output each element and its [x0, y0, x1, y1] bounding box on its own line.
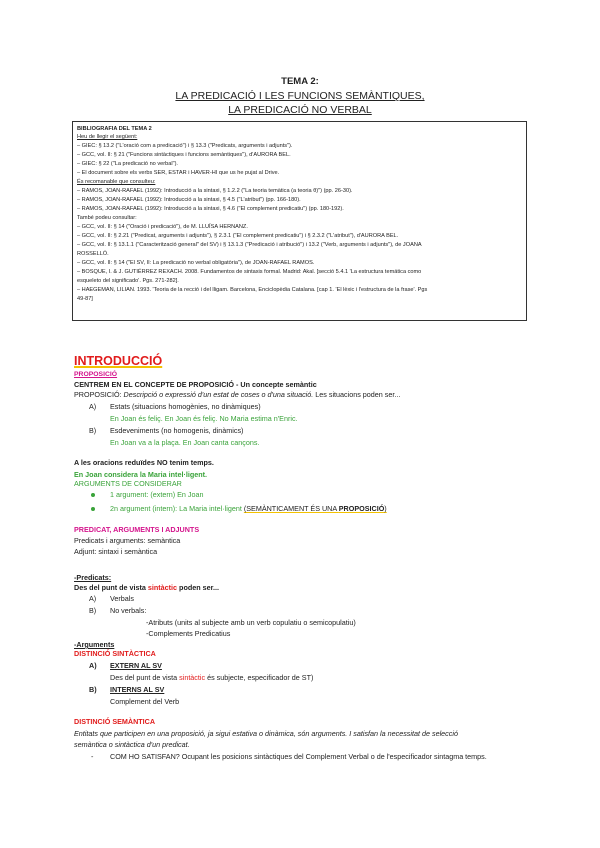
verbals-item: Verbals: [110, 594, 134, 603]
bibliography-item: – GCC, vol. II: § 21 ("Funcions sintàctiques i funcions semàntiques"), d'AURORA BEL.: [77, 152, 291, 158]
semantica-paragraph-line2: semàntica o sintàctica d'un predicat.: [74, 740, 190, 749]
adjunt-line: Adjunt: sintaxi i semàntica: [74, 547, 158, 556]
bibliography-item: – El document sobre els verbs SER, ESTAR i HAVER-HI que us he pujat al Drive.: [77, 170, 280, 176]
recommended-label: És recomanable que consulteu:: [77, 179, 156, 185]
esdeveniments-example: En Joan va a la plaça. En Joan canta cançons.: [110, 438, 260, 447]
proposicio-definition: PROPOSICIÓ: Descripció o expressió d'un estat de coses o d'una situació. Les situacions poden ser...: [74, 390, 401, 399]
esdeveniments-item: Esdeveniments (no homogenis, dinàmics): [110, 426, 244, 435]
arguments-considerar-label: ARGUMENTS DE CONSIDERAR: [74, 479, 182, 488]
bibliography-item: – GIEC: § 22 ("La predicació no verbal").: [77, 161, 178, 167]
semantica-paragraph-line1: Entitats que participen en una proposició, ja sigui estativa o dinàmica, són arguments. I satisfan la necessitat de selecció: [74, 729, 458, 738]
list-marker: B): [89, 426, 97, 435]
arguments-label: -Arguments: [74, 640, 115, 649]
must-read-label: Heu de llegir el següent:: [77, 134, 138, 140]
bibliography-item: – RAMOS, JOAN-RAFAEL (1992): Introducció a la sintaxi, § 4.6 ("El complement predicatiu") (pp. 180-192).: [77, 206, 344, 212]
argument-2: 2n argument (intern): La Maria intel·ligent (SEMÀNTICAMENT ÉS UNA PROPOSICIÓ): [110, 504, 387, 513]
bibliography-item: – RAMOS, JOAN-RAFAEL (1992): Introducció a la sintaxi, § 1.2.2 ("La teoria temàtica (a teoria θ)") (pp. 26-30).: [77, 188, 353, 194]
bibliography-item: – RAMOS, JOAN-RAFAEL (1992): Introducció a la sintaxi, § 4.5 ("L'atribut") (pp. 166-180).: [77, 197, 301, 203]
dash-bullet: -: [91, 752, 94, 761]
list-marker: A): [89, 594, 97, 603]
bibliography-item: ROSSELLÓ.: [77, 251, 109, 257]
bullet-icon: [91, 507, 95, 511]
proposicio-label: PROPOSICIÓ: [74, 371, 118, 378]
complements-predicatius-subitem: -Complements Predicatius: [146, 629, 231, 638]
bibliography-item: esqueleto del significado'. Pgs. 271-282].: [77, 278, 179, 284]
list-marker: B): [89, 685, 97, 694]
bibliography-box: [72, 121, 527, 321]
extern-sv-title: EXTERN AL SV: [110, 661, 162, 670]
bullet-icon: [91, 493, 95, 497]
joan-considera-example: En Joan considera la Maria intel·ligent.: [74, 470, 208, 479]
com-ho-satisfan-item: COM HO SATISFAN? Ocupant les posicions sintàctiques del Complement Verbal o de l'especificador sintagma temps.: [110, 752, 487, 761]
bibliography-item: – BOSQUE, I. & J. GUTIÉRREZ REXACH. 2008. Fundamentos de sintaxis formal. Madrid: Akal. [secció 5.4.1 'La estructura temática como: [77, 269, 422, 275]
intro-heading: INTRODUCCIÓ: [74, 354, 163, 368]
page-title: TEMA 2:: [281, 76, 319, 87]
estats-example: En Joan és feliç. En Joan és feliç. No Maria estima n'Enric.: [110, 414, 298, 423]
no-verbals-item: No verbals:: [110, 606, 147, 615]
list-marker: B): [89, 606, 97, 615]
predicats-label: -Predicats:: [74, 573, 112, 582]
bibliography-item: – GCC, vol. II: § 2.21 ("Predicat, arguments i adjunts"), § 2.3.1 ("El complement predicatiu") i § 2.3.2 ("L'atribut"), d'AURORA BEL.: [77, 233, 399, 239]
bibliography-item: – HAEGEMAN, LILIAN. 1993. 'Teoria de la recció i del lligam. Barcelona, Enciclopèdia Catalana. [cap 1. 'El lèxic i l'estructura de la frase'. Pgs: [77, 287, 428, 293]
distincio-sintactica-heading: DISTINCIÓ SINTÀCTICA: [74, 649, 156, 658]
bibliography-heading: BIBLIOGRAFIA DEL TEMA 2: [77, 126, 152, 132]
reduced-clauses-note: A les oracions reduïdes NO tenim temps.: [74, 458, 214, 467]
predicats-syntactic-line: Des del punt de vista sintàctic poden ser...: [74, 583, 220, 592]
estats-item: Estats (situacions homogènies, no dinàmiques): [110, 402, 261, 411]
atributs-subitem: -Atributs (units al subjecte amb un verb copulatiu o semicopulatiu): [146, 618, 356, 627]
predicat-heading: PREDICAT, ARGUMENTS I ADJUNTS: [74, 525, 200, 534]
list-marker: A): [89, 661, 97, 670]
bibliography-item: – GCC, vol. II: § 13.1.1 ("Caracterització general" del SV) i § 13.1.3 ("Predicació i atribució") i 13.2 ("Verb, arguments i adjunts"), de JOANA: [77, 242, 422, 248]
predicats-arguments-line: Predicats i arguments: semàntica: [74, 536, 181, 545]
bibliography-item: – GIEC: § 13.2 ("L'oració com a predicació") i § 13.3 ("Predicats, arguments i adjunts").: [77, 143, 293, 149]
bibliography-item: – GCC, vol. II: § 14 ("Oració i predicació"), de M. LLUÏSA HERNANZ.: [77, 224, 248, 230]
extern-sv-description: Des del punt de vista sintàctic és subjecte, especificador de ST): [110, 673, 314, 682]
page-subtitle-line2: LA PREDICACIÓ NO VERBAL: [228, 104, 372, 116]
bibliography-item: – GCC, vol. II: § 14 ("El SV, II: La predicació no verbal obligatòria"), de JOAN-RAFAEL RAMOS.: [77, 260, 315, 266]
interns-sv-title: INTERNS AL SV: [110, 685, 165, 694]
argument-1: 1 argument: (extern) En Joan: [110, 490, 204, 499]
page-subtitle-line1: LA PREDICACIÓ I LES FUNCIONS SEMÀNTIQUES,: [175, 90, 425, 102]
also-label: També podeu consultar:: [77, 215, 137, 221]
distincio-semantica-heading: DISTINCIÓ SEMÀNTICA: [74, 717, 156, 726]
interns-sv-description: Complement del Verb: [110, 697, 180, 706]
centrem-heading: CENTREM EN EL CONCEPTE DE PROPOSICIÓ - Un concepte semàntic: [74, 380, 317, 389]
list-marker: A): [89, 402, 97, 411]
bibliography-item: 49-87]: [77, 296, 93, 302]
